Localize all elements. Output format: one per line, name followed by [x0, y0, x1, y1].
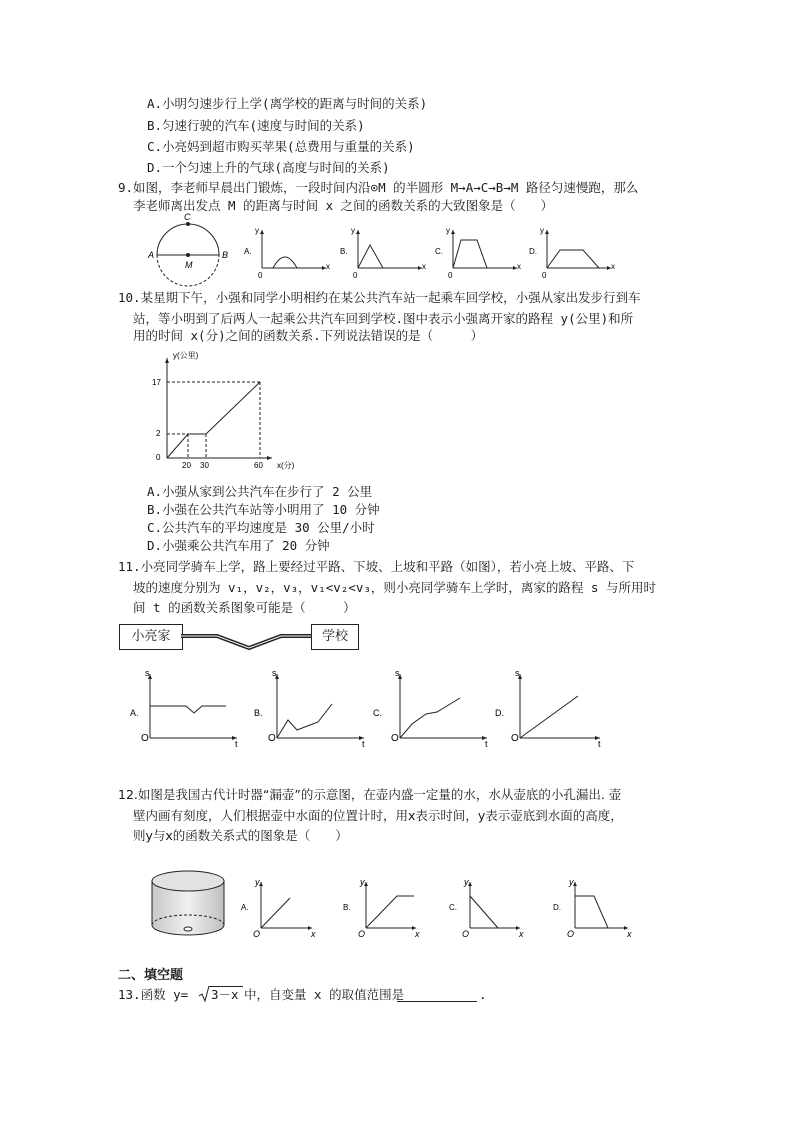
q9-text-line2: 李老师离出发点 M 的距离与时间 x 之间的函数关系的大致图象是（ ）: [133, 198, 554, 213]
q10-y-tick-2: 2: [156, 429, 161, 438]
q9-graph-b: [338, 226, 430, 280]
q10-x-tick-30: 30: [200, 461, 209, 470]
q11-choice-b-label: B.: [254, 708, 263, 718]
q11-graph-a: [119, 668, 244, 748]
q8-option-a: A.小明匀速步行上学(离学校的距离与时间的关系): [147, 96, 428, 111]
q11-text-line3: 间 t 的函数关系图象可能是（ ）: [133, 600, 356, 615]
q9-choice-b-label: B.: [340, 247, 348, 256]
q9-graph-c-origin: 0: [448, 271, 453, 280]
q11-home-box: 小亮家: [119, 624, 183, 650]
sqrt-icon: [198, 985, 210, 1003]
q12-graph-b: [342, 876, 422, 938]
q12-choice-d-label: D.: [553, 903, 561, 912]
q11-text-line2: 坡的速度分别为 v₁，v₂，v₃，v₁<v₂<v₃，则小亮同学骑车上学时，离家的路程 s 与所用时: [133, 580, 656, 595]
q12-graph-c-y-label: y: [464, 877, 469, 887]
q12-graph-c-origin: O: [462, 929, 470, 939]
q11-graph-c-x-label: t: [485, 739, 488, 749]
q12-graph-a-origin: O: [253, 929, 261, 939]
q9-graph-b-y-label: y: [351, 226, 355, 235]
q13-suffix: 中，自变量 x 的取值范围是: [244, 987, 405, 1002]
q11-graph-a-x-label: t: [235, 739, 238, 749]
q9-graph-d-x-label: x: [611, 262, 615, 271]
q10-option-b: B.小强在公共汽车站等小明用了 10 分钟: [147, 502, 380, 517]
q11-choice-c-label: C.: [373, 708, 382, 718]
q12-graph-b-origin: O: [358, 929, 366, 939]
q12-graph-c-x-label: x: [519, 929, 524, 939]
q9-label-b: B: [222, 250, 229, 260]
q10-text-line1: 10.某星期下午，小强和同学小明相约在某公共汽车站一起乘车回学校，小强从家出发步行到车: [118, 290, 641, 305]
q12-text-line3: 则y与x的函数关系式的图象是（ ）: [133, 828, 348, 843]
q11-graph-b-x-label: t: [362, 739, 365, 749]
q8-option-d: D.一个匀速上升的气球(高度与时间的关系): [147, 160, 390, 175]
q9-graph-a-x-label: x: [326, 262, 330, 271]
q12-graph-a: [240, 876, 320, 938]
q12-graph-d-y-label: y: [569, 877, 574, 887]
q11-school-box: 学校: [311, 624, 359, 650]
q11-graph-b-origin: O: [268, 733, 276, 744]
q9-graph-a-y-label: y: [255, 226, 259, 235]
q11-graph-a-y-label: s: [145, 668, 150, 678]
q12-graph-b-y-label: y: [360, 877, 365, 887]
q9-graph-d-y-label: y: [540, 226, 544, 235]
q9-label-a: A: [148, 250, 155, 260]
q9-choice-d-label: D.: [529, 247, 537, 256]
q12-choice-b-label: B.: [343, 903, 351, 912]
q10-y-axis-label: y(公里): [173, 351, 199, 360]
q11-graph-c: [370, 668, 495, 748]
q12-text-line2: 壁内画有刻度，人们根据壶中水面的位置计时，用x表示时间，y表示壶底到水面的高度，: [133, 808, 623, 823]
q13-prefix: 13.函数 y=: [118, 987, 189, 1002]
q12-text-line1: 12.如图是我国古代计时器“漏壶”的示意图，在壶内盛一定量的水，水从壶底的小孔漏出. 壶: [118, 787, 622, 802]
q11-graph-d: [490, 668, 608, 748]
q9-graph-c: [433, 226, 525, 280]
q12-graph-a-x-label: x: [311, 929, 316, 939]
q12-graph-a-y-label: y: [255, 877, 260, 887]
q11-text-line1: 11.小亮同学骑车上学，路上要经过平路、下坡、上坡和平路（如图），若小亮上坡、平路、下: [118, 559, 635, 574]
q11-graph-a-origin: O: [141, 733, 149, 744]
q10-text-line3: 用的时间 x(分)之间的函数关系.下列说法错误的是（ ）: [133, 328, 484, 343]
q11-graph-b-y-label: s: [272, 668, 277, 678]
q9-graph-d: [527, 226, 619, 280]
q11-graph-d-y-label: s: [515, 668, 520, 678]
q9-text-line1: 9.如图，李老师早晨出门锻炼，一段时间内沿⊙M 的半圆形 M→A→C→B→M 路径匀速慢跑，那么: [118, 180, 639, 195]
q9-choice-c-label: C.: [435, 247, 443, 256]
q9-graph-d-origin: 0: [542, 271, 547, 280]
q9-label-c: C: [184, 212, 191, 222]
q10-distance-time-graph: [140, 348, 330, 473]
q10-origin-label: 0: [156, 453, 161, 462]
q10-x-axis-label: x(分): [277, 461, 295, 470]
q11-graph-c-origin: O: [391, 733, 399, 744]
q10-x-tick-60: 60: [254, 461, 263, 470]
q11-graph-d-origin: O: [511, 733, 519, 744]
q12-water-clock-figure: [148, 867, 228, 939]
q9-choice-a-label: A.: [244, 247, 252, 256]
section-heading-fill-in: 二、填空题: [118, 967, 184, 982]
q9-graph-a: [240, 226, 332, 280]
q11-choice-a-label: A.: [130, 708, 139, 718]
q9-label-m: M: [185, 260, 193, 270]
q11-road-profile: [181, 628, 311, 658]
q12-graph-d-origin: O: [567, 929, 575, 939]
q12-graph-b-x-label: x: [415, 929, 420, 939]
q9-graph-c-x-label: x: [517, 262, 521, 271]
q9-circle-figure: [145, 212, 235, 288]
q9-graph-b-origin: 0: [353, 271, 358, 280]
q12-graph-d-x-label: x: [627, 929, 632, 939]
q11-graph-b: [250, 668, 375, 748]
q10-y-tick-17: 17: [152, 378, 161, 387]
q10-option-a: A.小强从家到公共汽车在步行了 2 公里: [147, 484, 373, 499]
q10-text-line2: 站，等小明到了后两人一起乘公共汽车回到学校.图中表示小强离开家的路程 y(公里)和所: [133, 311, 634, 326]
q13-radicand: 3－x: [211, 987, 239, 1002]
q12-graph-c: [448, 876, 528, 938]
q12-choice-c-label: C.: [449, 903, 457, 912]
q11-choice-d-label: D.: [495, 708, 504, 718]
q8-option-b: B.匀速行驶的汽车(速度与时间的关系): [147, 118, 365, 133]
q10-option-d: D.小强乘公共汽车用了 20 分钟: [147, 538, 330, 553]
q13-end: .: [479, 987, 487, 1002]
q12-choice-a-label: A.: [241, 903, 249, 912]
q11-graph-d-x-label: t: [598, 739, 601, 749]
q8-option-c: C.小亮妈到超市购买苹果(总费用与重量的关系): [147, 139, 415, 154]
q11-graph-c-y-label: s: [395, 668, 400, 678]
q12-graph-d: [552, 876, 634, 938]
q9-graph-b-x-label: x: [422, 262, 426, 271]
q9-graph-c-y-label: y: [446, 226, 450, 235]
q9-graph-a-origin: 0: [258, 271, 263, 280]
q10-x-tick-20: 20: [182, 461, 191, 470]
q10-option-c: C.公共汽车的平均速度是 30 公里/小时: [147, 520, 375, 535]
q13-answer-blank[interactable]: [397, 1001, 477, 1002]
